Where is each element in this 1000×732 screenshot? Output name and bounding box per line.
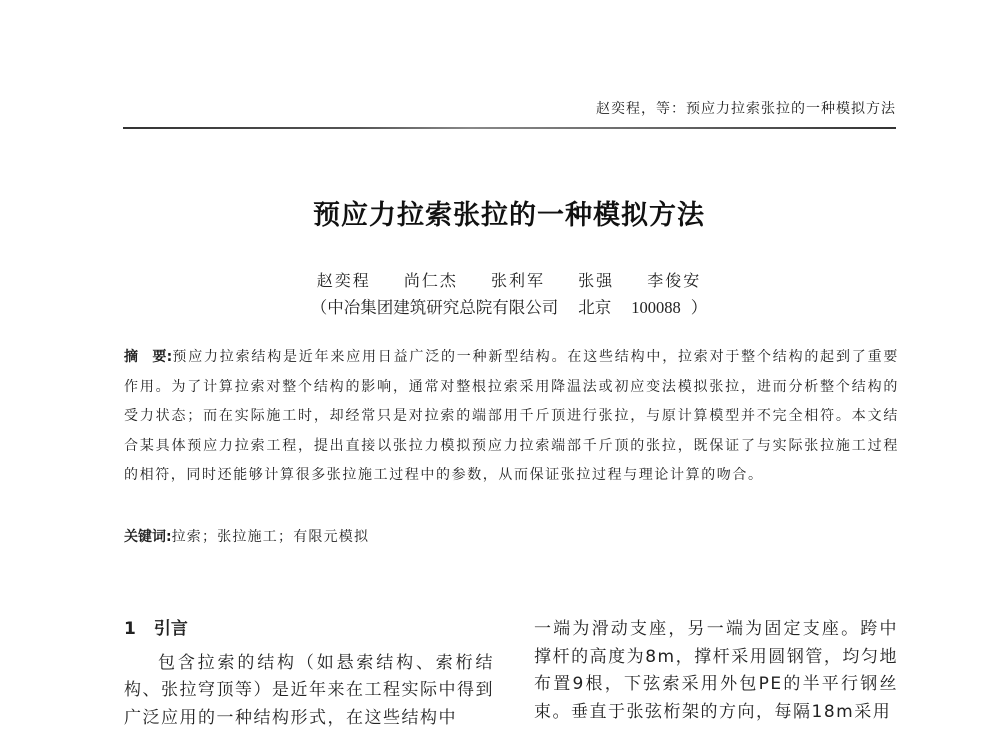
affiliation-postcode: 100088 bbox=[631, 298, 681, 317]
body-paragraph: 包含拉索的结构（如悬索结构、索桁结构、张拉穹顶等）是近年来在工程实际中得到广泛应用的一种结构形式，在这些结构中 bbox=[124, 650, 494, 732]
abstract-label: 摘 要: bbox=[124, 349, 172, 365]
author: 赵奕程 bbox=[317, 271, 371, 290]
author: 张强 bbox=[578, 271, 614, 290]
keywords-text: 拉索；张拉施工；有限元模拟 bbox=[172, 529, 370, 545]
left-column bbox=[124, 616, 494, 732]
keywords bbox=[124, 526, 899, 546]
affiliation-bracket-close: ） bbox=[691, 298, 708, 317]
affiliation bbox=[0, 294, 1000, 318]
body-paragraph: 一端为滑动支座，另一端为固定支座。跨中撑杆的高度为8m，撑杆采用圆钢管，均匀地布置9根，下弦索采用外包PE的半平行钢丝束。垂直于张弦桁架的方向，每隔18m采用 bbox=[534, 616, 898, 726]
abstract bbox=[124, 343, 899, 491]
author: 李俊安 bbox=[647, 271, 701, 290]
author-list bbox=[0, 268, 1000, 291]
right-column bbox=[534, 616, 898, 726]
author: 尚仁杰 bbox=[404, 271, 458, 290]
affiliation-org: 中冶集团建筑研究总院有限公司 bbox=[327, 298, 558, 317]
running-head: 赵奕程，等：预应力拉索张拉的一种模拟方法 bbox=[596, 98, 896, 118]
section-heading bbox=[124, 616, 494, 644]
section-number: 1 bbox=[124, 619, 136, 639]
section-title: 引言 bbox=[154, 619, 188, 639]
affiliation-city: 北京 bbox=[578, 298, 611, 317]
keywords-label: 关键词: bbox=[124, 529, 172, 545]
affiliation-bracket-open: （ bbox=[311, 298, 328, 317]
abstract-text: 预应力拉索结构是近年来应用日益广泛的一种新型结构。在这些结构中，拉索对于整个结构的起到了重要作用。为了计算拉索对整个结构的影响，通常对整根拉索采用降温法或初应变法模拟张拉，进而分析整个结构的受力状态；而在实际施工时，却经常只是对拉索的端部用千斤顶进行张拉，与原计算模型并不完全相符。本文结合某具体预应力拉索工程，提出直接以张拉力模拟预应力拉索端部千斤顶的张拉，既保证了与实际张拉施工过程的相符，同时还能够计算很多张拉施工过程中的参数，从而保证张拉过程与理论计算的吻合。 bbox=[124, 349, 899, 483]
author: 张利军 bbox=[491, 271, 545, 290]
paper-title: 预应力拉索张拉的一种模拟方法 bbox=[0, 193, 1000, 232]
header-rule bbox=[123, 127, 896, 129]
